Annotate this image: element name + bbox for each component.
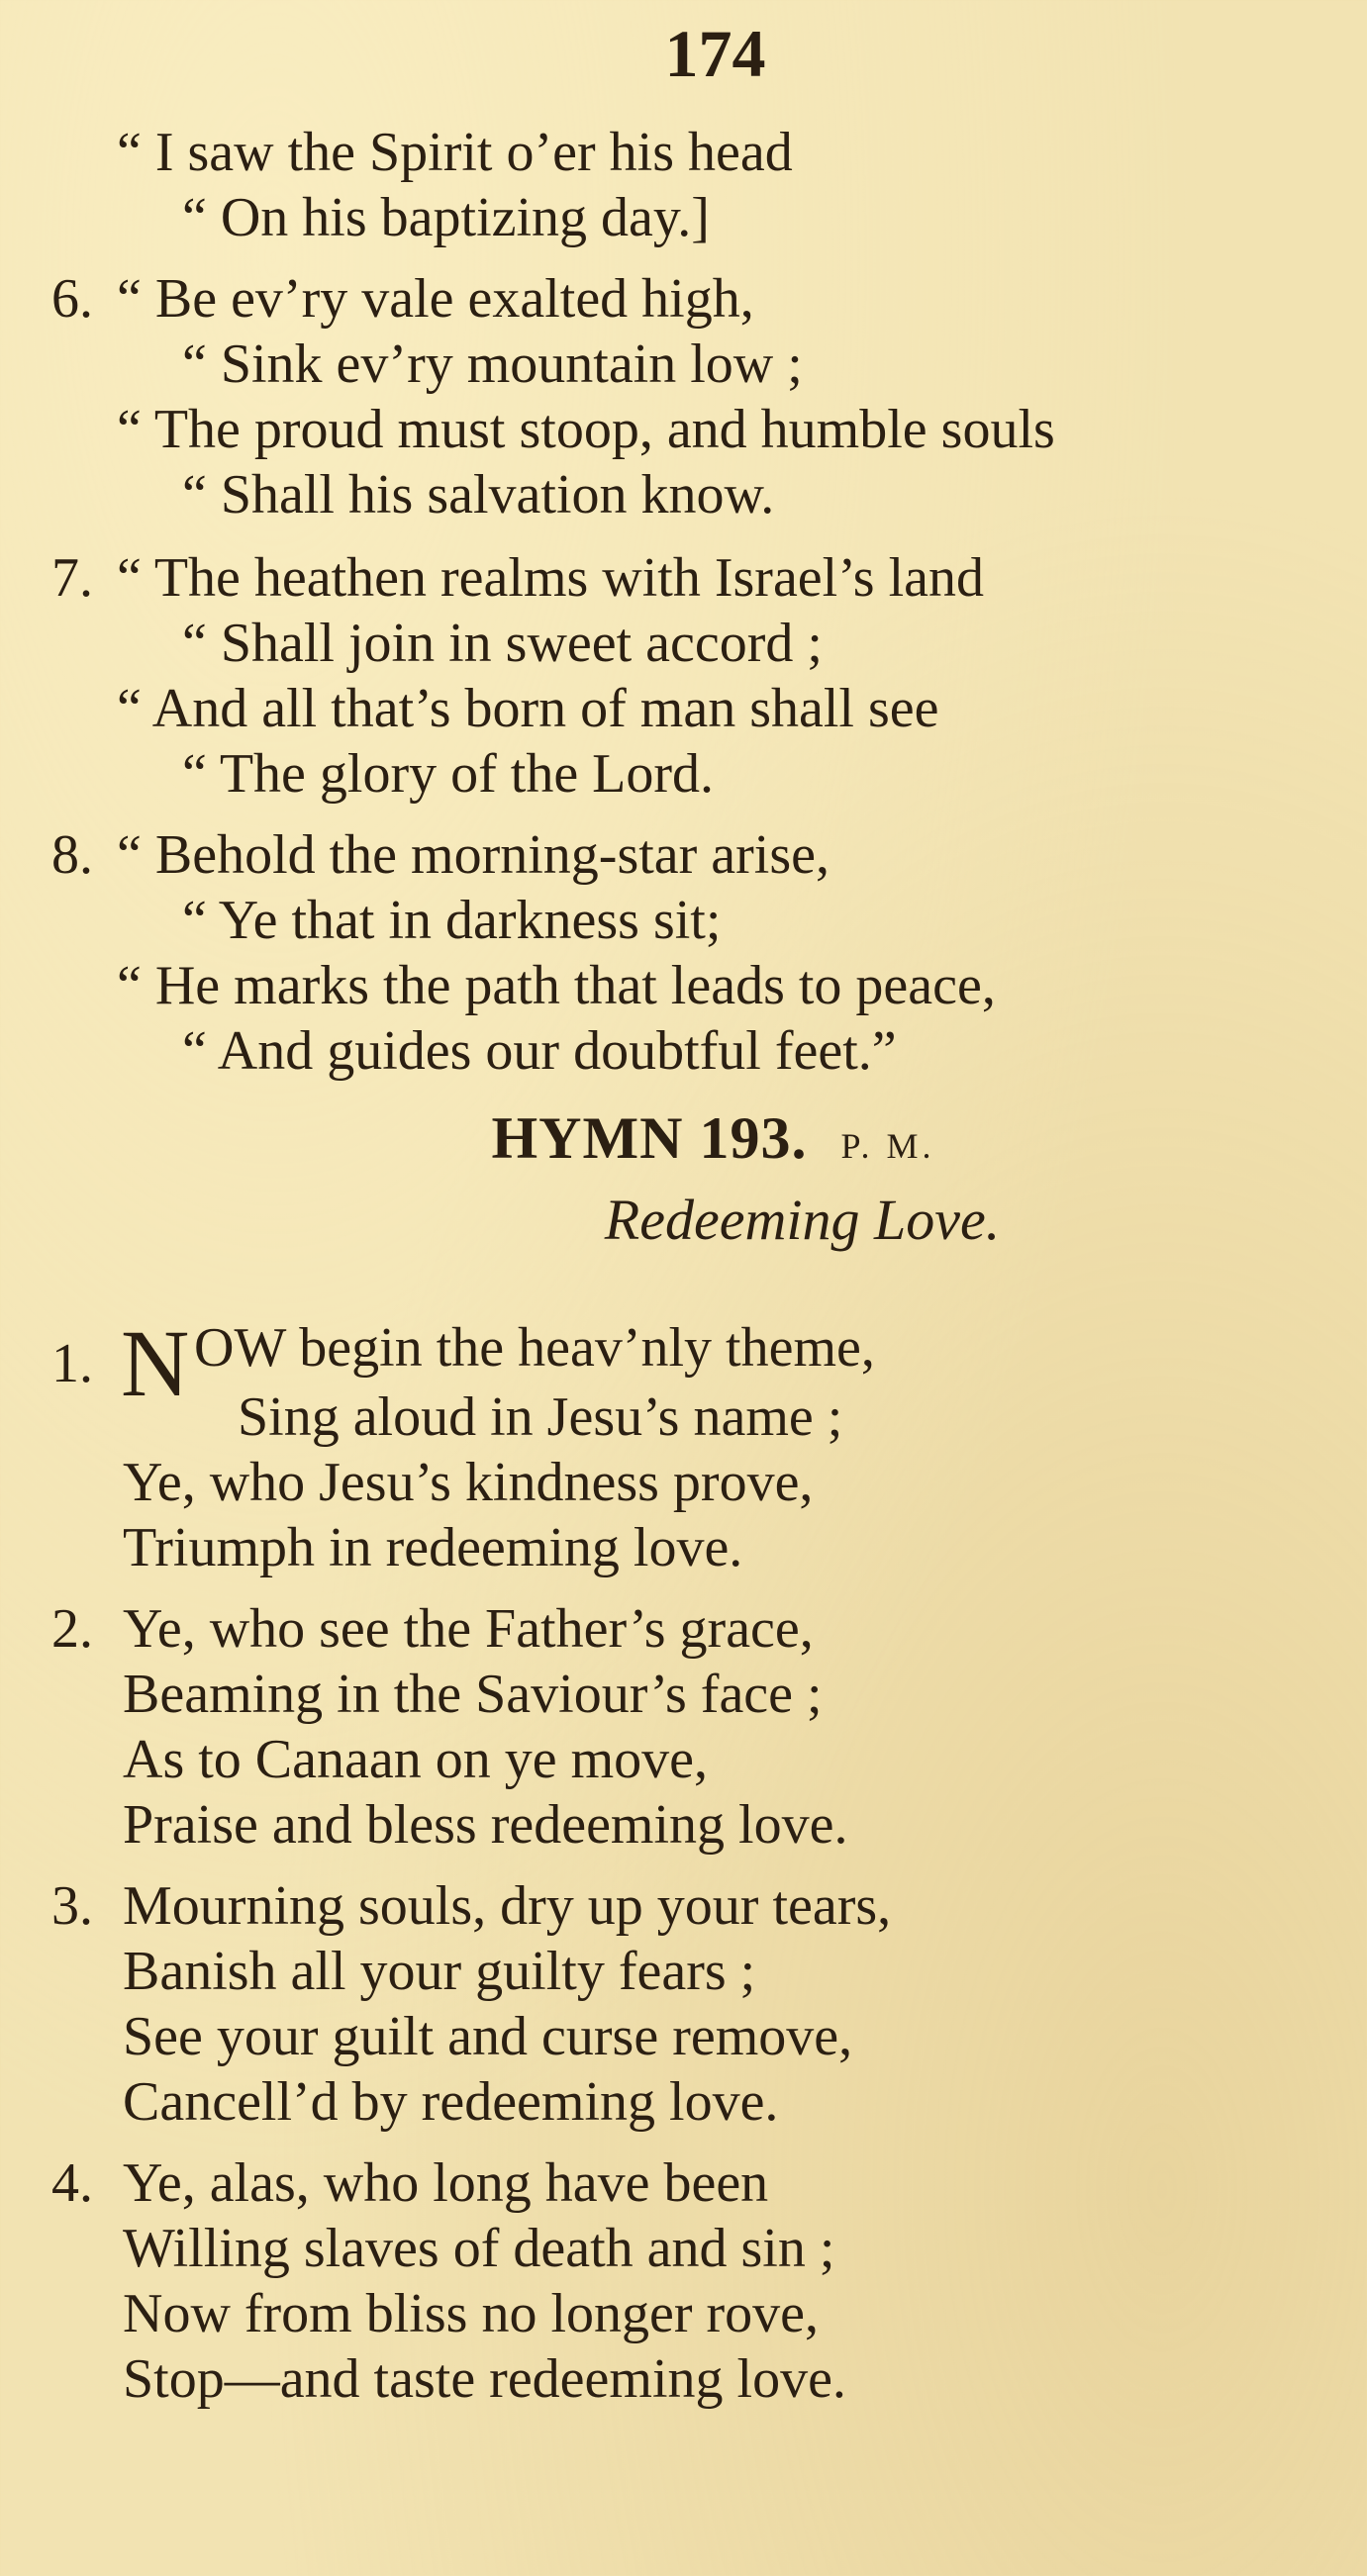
verse-number: 4. bbox=[51, 2152, 93, 2214]
verse-line: Praise and bless redeeming love. bbox=[123, 1794, 848, 1856]
verse-line: “ On his baptizing day.] bbox=[182, 187, 710, 248]
verse-line: Triumph in redeeming love. bbox=[123, 1517, 743, 1578]
hymn-meter: P. M. bbox=[840, 1126, 935, 1166]
verse-line: Willing slaves of death and sin ; bbox=[123, 2218, 835, 2279]
verse-number: 2. bbox=[51, 1598, 93, 1660]
verse-line: See your guilt and curse remove, bbox=[123, 2006, 853, 2067]
page-number: 174 bbox=[664, 16, 766, 91]
verse-line: “ Be ev’ry vale exalted high, bbox=[117, 268, 754, 330]
verse-line: “ The proud must stoop, and humble souls bbox=[117, 399, 1055, 460]
verse-number: 3. bbox=[51, 1875, 93, 1937]
verse-line: “ And all that’s born of man shall see bbox=[117, 678, 939, 739]
verse-line: “ Shall his salvation know. bbox=[182, 464, 775, 525]
verse-line: “ I saw the Spirit o’er his head bbox=[117, 122, 793, 183]
verse-line: “ Behold the morning-star arise, bbox=[117, 824, 830, 886]
verse-line: Ye, who see the Father’s grace, bbox=[123, 1598, 814, 1660]
verse-line: “ The glory of the Lord. bbox=[182, 743, 715, 805]
verse-number: 1. bbox=[51, 1333, 93, 1394]
verse-number: 8. bbox=[51, 824, 93, 886]
verse-line: Banish all your guilty fears ; bbox=[123, 1941, 756, 2002]
verse-line: Cancell’d by redeeming love. bbox=[123, 2071, 779, 2133]
verse-line: “ And guides our doubtful feet.” bbox=[182, 1020, 897, 1082]
verse-line: Now from bliss no longer rove, bbox=[123, 2283, 820, 2344]
verse-line: Ye, alas, who long have been bbox=[123, 2152, 769, 2214]
verse-number: 7. bbox=[51, 547, 93, 609]
verse-number: 6. bbox=[51, 268, 93, 330]
verse-line: Ye, who Jesu’s kindness prove, bbox=[123, 1452, 814, 1513]
hymn-number: HYMN 193. bbox=[491, 1105, 808, 1171]
hymn-title bbox=[30, 1103, 1367, 1181]
verse-line: “ Shall join in sweet accord ; bbox=[182, 613, 823, 674]
hymn-subtitle: Redeeming Love. bbox=[604, 1188, 1001, 1252]
verse-line: Mourning souls, dry up your tears, bbox=[123, 1875, 892, 1937]
verse-line: As to Canaan on ye move, bbox=[123, 1729, 708, 1790]
verse-line: OW begin the heav’nly theme, bbox=[194, 1317, 875, 1379]
drop-cap: N bbox=[121, 1310, 190, 1416]
verse-line: Beaming in the Saviour’s face ; bbox=[123, 1664, 823, 1725]
verse-line: “ He marks the path that leads to peace, bbox=[117, 955, 996, 1016]
verse-line: “ Ye that in darkness sit; bbox=[182, 890, 722, 951]
verse-line: “ Sink ev’ry mountain low ; bbox=[182, 334, 803, 395]
verse-line: “ The heathen realms with Israel’s land bbox=[117, 547, 984, 609]
verse-line: Stop—and taste redeeming love. bbox=[123, 2348, 846, 2410]
verse-line: Sing aloud in Jesu’s name ; bbox=[238, 1386, 843, 1448]
